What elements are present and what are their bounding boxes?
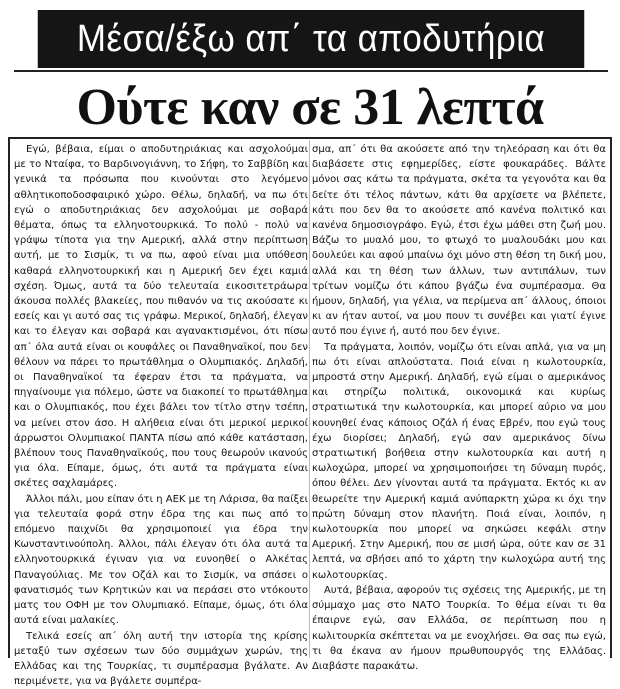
paragraph: Αυτά, βέβαια, αφορούν τις σχέσεις της Αμερικής, με τη σύμμαχο μας στο ΝΑΤΟ Τουρκία. Το θέμα είναι τι θα έπαιρνε εγώ, σαν Ελλάδα, σε περίπτωση που η κωλιτουρκία σκέπτεται να με ενοχλήσει. Θα σας πω εγώ, τι θα έκανα αν ήμουν πρωθυπουργός της Ελλάδας. Διαβάστε παρακάτω. [312,583,606,674]
paragraph: Εγώ, βέβαια, είμαι ο αποδυτηριάκιας και ασχολούμαι με το Νταίφα, το Βαρδινογιάννη, το Σήφη, το Σαββίδη και γενικά τα πρόσωπα που κινούνται στο λεγόμενο αθλητικοποδοσφαιρικό χώρο. Θέλω, δηλαδή, να πω ότι εγώ ο αποδυτηριάκιας δεν ασχολούμαι με σοβαρά θέματα, όπως τα ελληνοτουρκικά. Το πολύ - πολύ να γράψω τίποτα για την Αμερική, αλλά στην περίπτωση αυτή, με το Σισμίκ, τι να πω, αφού είναι μια υπόθεση καθαρά ελληνοτουρκική και η Αμερική δεν έχει καμιά σχέση. Όμως, αυτά τα δύο τελευταία εικοσιτετράωρα άκουσα πολλές βλακείες, που πιθανόν να τις ακούσατε κι εσείς και γι αυτό σας τις γράφω. Μερικοί, δηλαδή, έλεγαν και το έλεγαν και σοβαρά και αγανακτισμένοι, ότι πίσω απ΄ όλα αυτά είναι οι κουφάλες οι Παναθηναϊκοί, που δεν θέλουν να πάρει το πρωτάθλημα ο Ολυμπιακός. Δηλαδή, οι Παναθηναϊκοί τα έφεραν έτσι τα πράγματα, να πηγαίνουμε για πόλεμο, ώστε να διακοπεί το πρωτάθλημα και ο Ολυμπιακός, που έχει βάλει τον τίτλο στην τσέπη, να μείνει στον άσο. Η αλήθεια είναι ότι μερικοί μερικοί άρρωστοι Ολυμπιακοί ΠΑΝΤΑ πίσω από κάθε κατάσταση, βλέπουν τους Παναθηναϊκούς, που τους θεωρούν ικανούς για όλα. Είπαμε, όμως, ότι αυτά τα πράγματα είναι σκέτες σαχλαμάρες. [14,142,308,492]
article-column-left [14,142,308,658]
paragraph: σμα, απ΄ ότι θα ακούσετε από την τηλεόραση και ότι θα διαβάσετε στις εφημερίδες, είστε φουκαράδες. Βάλτε μόνοι σας κάτω τα πράγματα, σκέτα τα γεγονότα και θα δείτε ότι τέλος πάντων, κάτι θα αρχίσετε να βλέπετε, κάτι που δεν θα το ακούσετε από κανένα πολιτικό και κανένα δημοσιογράφο. Εγώ, έτσι έχω μάθει στη ζωή μου. Βάζω το μυαλό μου, το φτωχό το μυαλουδάκι μου και δουλεύει και αφού μπαίνω όχι μόνο στη θέση τη δική μου, αλλά και τη θέση των άλλων, των αντιπάλων, των τρίτων νομίζω ότι κάπου βγάζω ένα συμπέρασμα. Θα ήμουν, δηλαδή, για γέλια, να περίμενα απ΄ άλλους, όποιοι κι αν ήταν αυτοί, να μου πουν τι συνέβει και γιατί έγινε αυτό που έγινε ή, αυτό που δεν έγινε. [312,142,606,340]
column-divider [309,140,310,658]
article-column-right [312,142,606,658]
paragraph: Άλλοι πάλι, μου είπαν ότι η ΑΕΚ με τη Λάρισα, θα παίξει για τελευταία φορά στην έδρα της και πως από το επόμενο παιχνίδι θα χρησιμοποιεί για έδρα την Κωνσταντινούπολη. Άλλοι, πάλι έλεγαν ότι όλα αυτά τα ελληνοτουρκικά έγιναν για να ευνοηθεί ο Αλκέτας Παναγούλιας. Με τον Οζάλ και το Σισμίκ, να σπάσει ο φανατισμός των Κρητικών και να περάσει στο ντόκουτο ματς του ΟΦΗ με τον Ολυμπιακό. Είπαμε, όμως, ότι όλα αυτά είναι μαλακίες. [14,492,308,629]
paragraph: Τα πράγματα, λοιπόν, νομίζω ότι είναι απλά, για να μη πω ότι είναι απλούστατα. Ποιά είναι η κωλοτουρκία, μπροστά στην Αμερική. Δηλαδή, εγώ είμαι ο αμερικάνος και στηρίζω πολιτικά, οικονομικά και κυρίως στρατιωτικά την κωλοτουρκία, και μπορεί αύριο να μου κουνηθεί ένας κάποιος Οζάλ ή ένας Εβρέν, που εγώ τους έχω διορίσει; Δηλαδή, εγώ σαν αμερικάνος δίνω στρατιωτική βοήθεια στην κωλοτουρκία και αυτή η κωλοχώρα, μπορεί να χρησιμοποιήσει τη δύναμη πυρός, όπου θέλει. Δεν γίνονται αυτά τα πράγματα. Εκτός κι αν θεωρείτε την Αμερική καμιά ανύπαρκτη χώρα κι όχι την πρώτη δύναμη στον πλανήτη. Ποιά είναι, λοιπόν, η κωλοτουρκία που μπορεί να σηκώσει κεφάλι στην Αμερική. Στην Αμερική, που σε μισή ώρα, ούτε καν σε 31 λεπτά, να σβήσει από το χάρτη την κωλοχώρα αυτή της κωλοτουρκίας. [312,340,606,583]
top-rule [14,70,608,72]
paragraph: Τελικά εσείς απ΄ όλη αυτή την ιστορία της κρίσης μεταξύ των σχέσεων των δύο συμμάχων χωρών, της Ελλάδας και της Τουρκίας, τι συμπέρασμα βγάλατε. Αν περιμένετε, για να βγάλετε συμπέρα- [14,629,308,689]
headline: Ούτε καν σε 31 λεπτά [0,78,620,138]
section-kicker: Μέσα/έξω απ΄ τα αποδυτήρια [38,10,584,68]
